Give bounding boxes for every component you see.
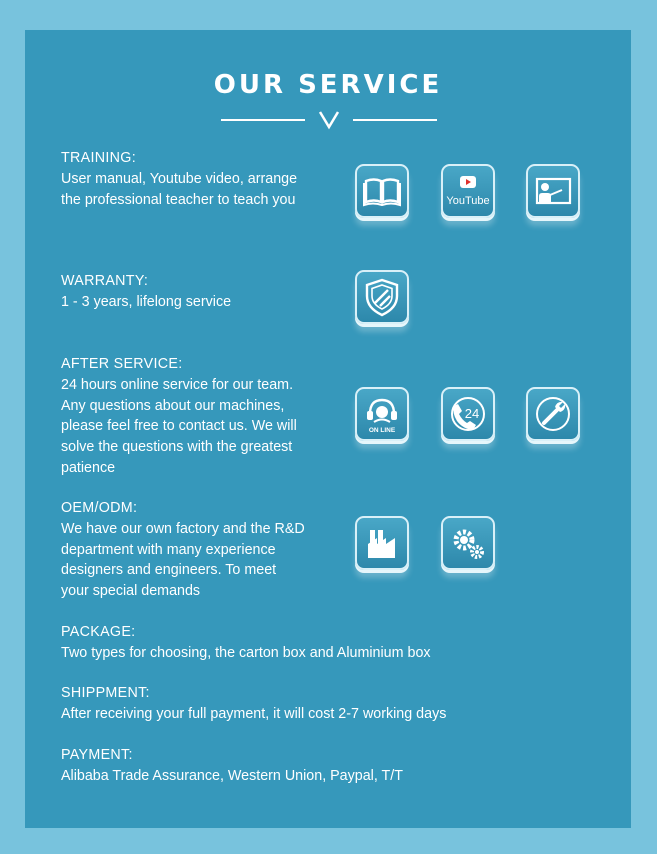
phone-24-icon-tile: [441, 387, 495, 441]
section-warranty: [61, 271, 231, 313]
wrench-icon-tile: [526, 387, 580, 441]
shield-icon-tile: [355, 270, 409, 324]
section-training: [61, 148, 297, 210]
section-text: solve the questions with the greatest: [61, 439, 293, 456]
section-payment: [61, 745, 403, 787]
book-icon: [357, 166, 407, 216]
section-text: User manual, Youtube video, arrange: [61, 170, 298, 187]
section-text: your special demands: [61, 583, 201, 600]
section-heading: PACKAGE:: [61, 624, 136, 640]
section-text: Any questions about our machines,: [61, 397, 285, 414]
section-text: Alibaba Trade Assurance, Western Union, Paypal, T/T: [61, 767, 403, 784]
wrench-icon: [528, 389, 578, 439]
section-text: We have our own factory and the R&D: [61, 520, 305, 537]
section-heading: TRAINING:: [61, 150, 136, 166]
section-text: please feel free to contact us. We will: [61, 418, 297, 435]
factory-icon: [357, 518, 407, 568]
book-icon-tile: [355, 164, 409, 218]
page-title: OUR SERVICE: [213, 70, 443, 100]
teacher-board-icon-tile: [526, 164, 580, 218]
title-divider-left: [221, 119, 305, 121]
section-text: 1 - 3 years, lifelong service: [61, 293, 232, 310]
online-label: ON LINE: [368, 427, 396, 434]
section-package: [61, 622, 431, 664]
teacher-board-icon: [528, 166, 578, 216]
youtube-icon-tile: [441, 164, 495, 218]
gears-icon-tile: [441, 516, 495, 570]
gears-icon: [443, 518, 493, 568]
section-heading: WARRANTY:: [61, 273, 149, 289]
section-heading: PAYMENT:: [61, 747, 133, 763]
phone-24-label: 24: [464, 406, 480, 421]
section-text: patience: [61, 459, 116, 476]
section-heading: SHIPPMENT:: [61, 685, 150, 701]
section-text: Two types for choosing, the carton box and Aluminium box: [61, 644, 431, 661]
factory-icon-tile: [355, 516, 409, 570]
section-text: 24 hours online service for our team.: [61, 376, 294, 393]
chevron-down-icon: [317, 110, 341, 130]
section-oem-odm: [61, 498, 305, 602]
youtube-label: YouTube: [446, 195, 490, 207]
section-text: the professional teacher to teach you: [61, 191, 296, 208]
youtube-icon: [443, 166, 493, 216]
section-heading: OEM/ODM:: [61, 500, 138, 516]
section-text: designers and engineers. To meet: [61, 562, 277, 579]
online-support-icon-tile: [355, 387, 409, 441]
phone-24-icon: [443, 389, 493, 439]
section-text: department with many experience: [61, 541, 276, 558]
section-shippment: [61, 683, 446, 725]
section-text: After receiving your full payment, it will cost 2-7 working days: [61, 705, 447, 722]
section-heading: AFTER SERVICE:: [61, 356, 183, 372]
shield-icon: [357, 272, 407, 322]
title-divider-right: [353, 119, 437, 121]
service-panel: [25, 30, 631, 828]
section-after-service: [61, 354, 297, 479]
